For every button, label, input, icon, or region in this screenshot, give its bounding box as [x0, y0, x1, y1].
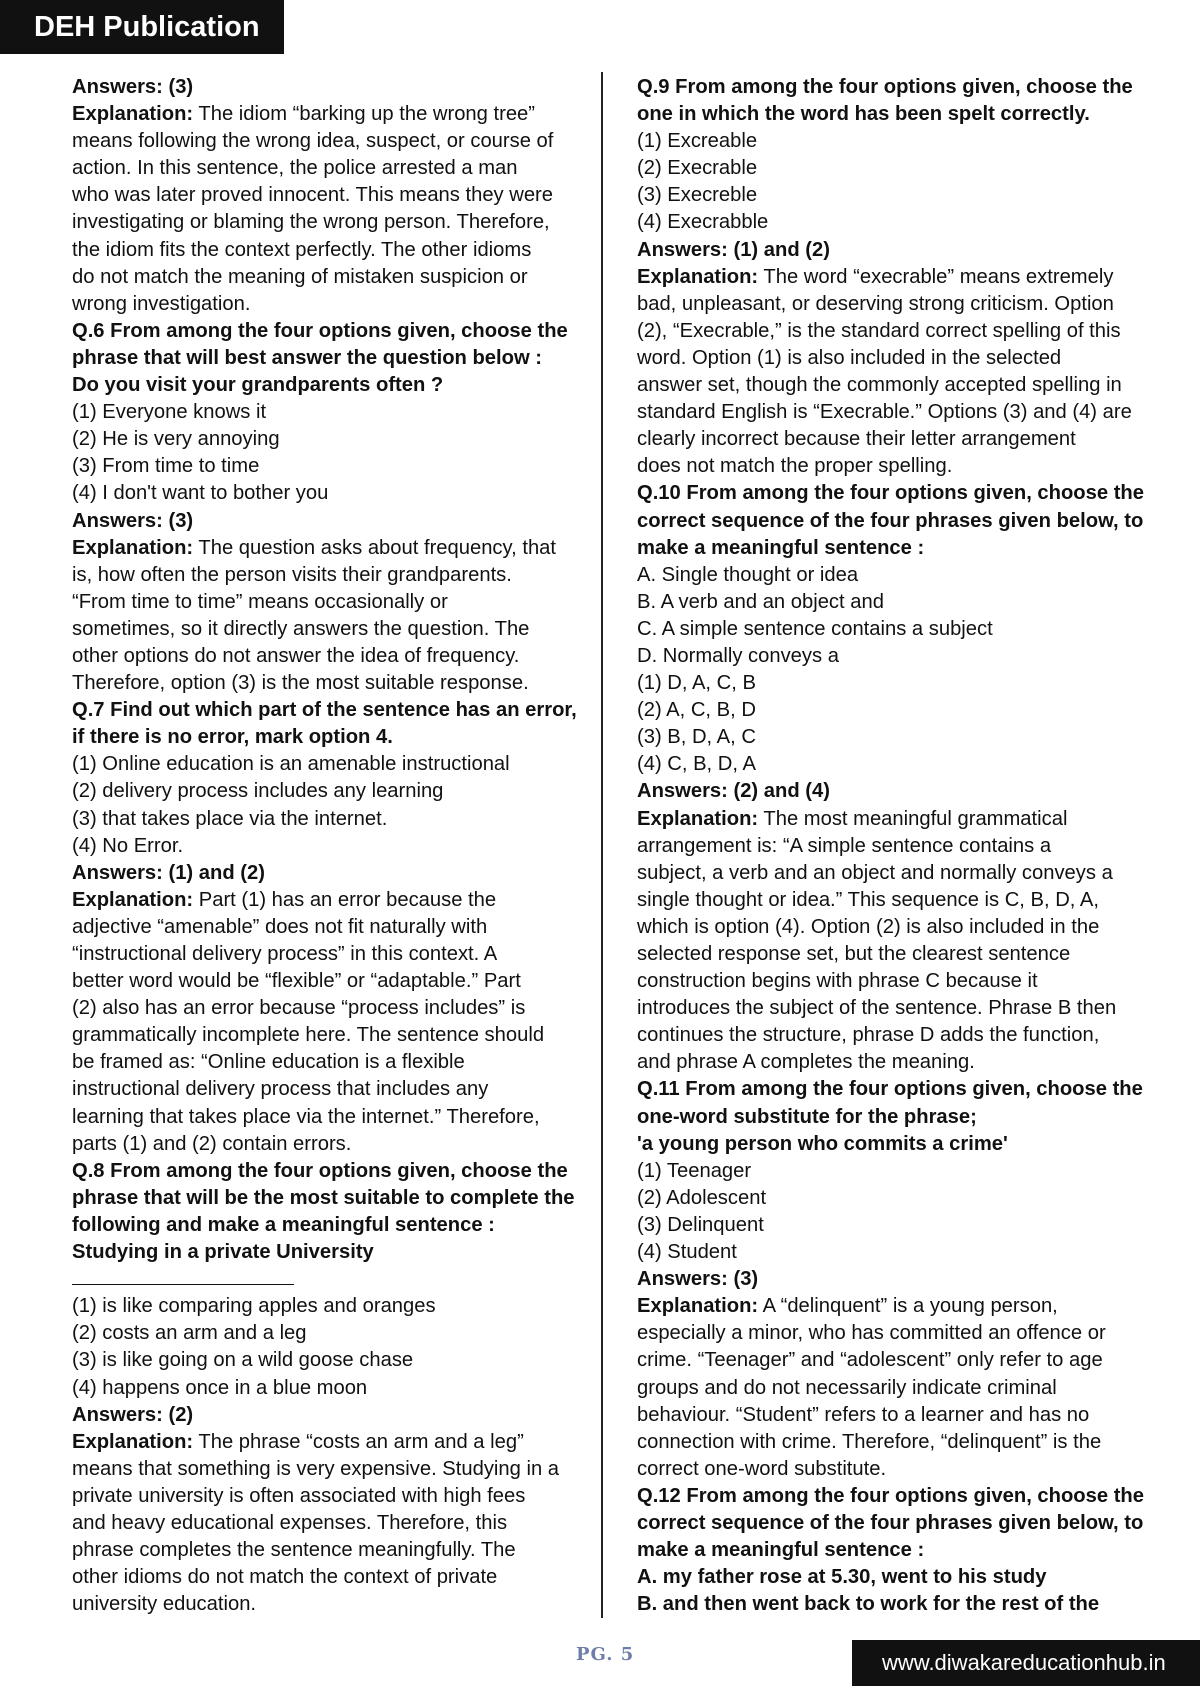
body-text: adjective “amenable” does not fit naturally with [72, 915, 488, 938]
text-line [637, 778, 1127, 805]
text-line [72, 806, 562, 833]
text-line [637, 887, 1127, 914]
text-line [637, 101, 1127, 128]
text-line [72, 1185, 575, 1212]
body-text: parts (1) and (2) contain errors. [72, 1132, 352, 1155]
text-line [72, 670, 562, 697]
body-text: crime. “Teenager” and “adolescent” only refer to age [637, 1349, 1103, 1372]
body-text: (2) He is very annoying [72, 428, 280, 451]
body-text: other idioms do not match the context of private [72, 1566, 498, 1589]
body-text: answer set, though the commonly accepted spelling in [637, 374, 1122, 397]
body-text: C. A simple sentence contains a subject [637, 617, 993, 640]
text-line [72, 1375, 562, 1402]
text-line [637, 616, 1127, 643]
text-line [72, 508, 562, 535]
text-line [72, 833, 562, 860]
bold-text: Studying in a private University [72, 1241, 374, 1264]
body-text: be framed as: “Online education is a flexible [72, 1051, 465, 1074]
body-text: other options do not answer the idea of frequency. [72, 644, 520, 667]
website-footer[interactable]: www.diwakareducationhub.in [852, 1640, 1200, 1686]
left-column [72, 74, 577, 1618]
text-line [637, 1185, 1127, 1212]
body-text: do not match the meaning of mistaken suspicion or [72, 265, 528, 288]
text-line [72, 318, 568, 345]
text-line [72, 345, 562, 372]
page-number: PG. 5 [576, 1644, 635, 1665]
text-line [72, 1131, 562, 1158]
body-text: B. A verb and an object and [637, 590, 884, 613]
text-line [637, 1320, 1127, 1347]
body-text: Part (1) has an error because the [193, 888, 497, 911]
text-line [72, 941, 562, 968]
text-line [637, 453, 1127, 480]
text-line [637, 1022, 1127, 1049]
text-line [637, 508, 1144, 535]
body-text: (2) Execrable [637, 157, 758, 180]
text-line [72, 1239, 562, 1266]
text-line [72, 914, 562, 941]
publication-header: DEH Publication [0, 0, 284, 54]
text-line [637, 1158, 1127, 1185]
text-line [637, 318, 1127, 345]
body-text: arrangement is: “A simple sentence contains a [637, 834, 1052, 857]
body-text: (1) is like comparing apples and oranges [72, 1295, 436, 1318]
body-text: Therefore, option (3) is the most suitable response. [72, 672, 529, 695]
bold-text: Answers: (3) [72, 76, 194, 98]
text-line [72, 1510, 562, 1537]
body-text: means following the wrong idea, suspect, or course of [72, 130, 554, 153]
bold-text: Explanation: [72, 103, 194, 126]
bold-text: make a meaningful sentence : [637, 1539, 925, 1562]
body-text: groups and do not necessarily indicate criminal [637, 1376, 1057, 1399]
body-text: (2) A, C, B, D [637, 699, 756, 722]
text-line [72, 237, 562, 264]
body-text: single thought or idea.” This sequence is C, B, D, A, [637, 888, 1099, 911]
bold-text: A. my father rose at 5.30, went to his study [637, 1566, 1047, 1589]
text-line [72, 643, 562, 670]
body-text: (4) I don't want to bother you [72, 482, 329, 505]
bold-text: one-word substitute for the phrase; [637, 1105, 977, 1128]
text-line [637, 562, 1127, 589]
right-column [637, 74, 1144, 1618]
text-line [637, 1402, 1127, 1429]
text-line [637, 860, 1127, 887]
bold-text: Explanation: [72, 888, 194, 911]
bold-text: Explanation: [637, 1295, 759, 1318]
text-line [72, 1537, 562, 1564]
body-text: university education. [72, 1593, 257, 1616]
body-text: better word would be “flexible” or “adaptable.” Part [72, 970, 521, 993]
bold-text: one in which the word has been spelt correctly. [637, 103, 1090, 126]
body-text: action. In this sentence, the police arrested a man [72, 157, 518, 180]
text-line [72, 426, 562, 453]
body-text: (2) costs an arm and a leg [72, 1322, 307, 1345]
text-line [72, 968, 562, 995]
body-text: construction begins with phrase C because it [637, 970, 1038, 993]
bold-text: correct sequence of the four phrases given below, to [637, 509, 1144, 532]
bold-text: Q.6 From among the four options given, choose the [72, 319, 568, 342]
body-text: continues the structure, phrase D adds the function, [637, 1024, 1100, 1047]
bold-text: Q.9 From among the four options given, choose the [637, 76, 1133, 98]
text-line [637, 1131, 1127, 1158]
bold-text: make a meaningful sentence : [637, 536, 925, 559]
body-text: (3) is like going on a wild goose chase [72, 1349, 414, 1372]
text-line [72, 1293, 562, 1320]
bold-text: Q.8 From among the four options given, choose the [72, 1159, 568, 1182]
text-line [637, 182, 1127, 209]
body-text: (4) Execrabble [637, 211, 769, 234]
body-text: which is option (4). Option (2) is also included in the [637, 915, 1100, 938]
body-text: correct one-word substitute. [637, 1457, 887, 1480]
body-text: sometimes, so it directly answers the question. The [72, 617, 530, 640]
text-line [637, 1076, 1143, 1103]
text-line [637, 833, 1127, 860]
body-text: “instructional delivery process” in this context. A [72, 943, 498, 965]
body-text: The question asks about frequency, that [193, 536, 557, 559]
body-text: and phrase A completes the meaning. [637, 1051, 975, 1074]
text-line [72, 697, 577, 724]
body-text: A “delinquent” is a young person, [758, 1295, 1058, 1318]
text-line [637, 155, 1127, 182]
bold-text: Answers: (3) [72, 509, 194, 532]
text-line [637, 1375, 1127, 1402]
text-line [637, 1510, 1144, 1537]
body-text: (4) happens once in a blue moon [72, 1376, 368, 1399]
body-text: introduces the subject of the sentence. Phrase B then [637, 997, 1117, 1020]
body-text: bad, unpleasant, or deserving strong criticism. Option [637, 292, 1114, 315]
body-text: (3) that takes place via the internet. [72, 807, 388, 830]
body-text: does not match the proper spelling. [637, 455, 953, 478]
text-line [72, 209, 562, 236]
body-text: The phrase “costs an arm and a leg” [193, 1430, 524, 1453]
fill-in-blank [72, 1266, 294, 1285]
body-text: A. Single thought or idea [637, 563, 859, 586]
body-text: (2), “Execrable,” is the standard correct spelling of this [637, 319, 1121, 342]
body-text: (1) Online education is an amenable instructional [72, 753, 510, 776]
text-line [637, 1212, 1127, 1239]
text-line [637, 1293, 1127, 1320]
text-line [637, 399, 1132, 426]
body-text: (3) From time to time [72, 455, 260, 478]
text-line [72, 1076, 562, 1103]
text-line [637, 1591, 1127, 1618]
bold-text: Answers: (1) and (2) [72, 861, 265, 884]
text-line [637, 74, 1133, 101]
body-text: subject, a verb and an object and normally conveys a [637, 861, 1113, 884]
text-line [637, 291, 1127, 318]
text-line [637, 209, 1127, 236]
body-text: private university is often associated with high fees [72, 1484, 526, 1507]
text-line [72, 74, 562, 101]
bold-text: phrase that will be the most suitable to complete the [72, 1186, 575, 1209]
body-text: (4) C, B, D, A [637, 753, 756, 776]
text-line [637, 372, 1127, 399]
text-line [637, 1483, 1144, 1510]
text-line [72, 724, 562, 751]
text-line [637, 697, 1127, 724]
body-text: “From time to time” means occasionally or [72, 590, 448, 613]
text-line [637, 941, 1127, 968]
body-text: the idiom fits the context perfectly. The other idioms [72, 238, 532, 261]
text-line [72, 1483, 562, 1510]
text-line [72, 1104, 562, 1131]
text-line [637, 751, 1127, 778]
body-text: grammatically incomplete here. The sentence should [72, 1024, 545, 1047]
text-line [637, 643, 1127, 670]
bold-text: Q.10 From among the four options given, choose the [637, 482, 1144, 505]
text-line [72, 751, 562, 778]
text-line [637, 480, 1144, 507]
body-text: (4) No Error. [72, 834, 184, 857]
text-line [72, 1456, 562, 1483]
text-line [72, 562, 562, 589]
bold-text: 'a young person who commits a crime' [637, 1132, 1008, 1155]
text-line [72, 101, 562, 128]
body-text: phrase completes the sentence meaningfully. The [72, 1539, 516, 1562]
bold-text: Answers: (1) and (2) [637, 238, 830, 261]
bold-text: Explanation: [637, 265, 759, 288]
bold-text: Q.11 From among the four options given, choose the [637, 1078, 1143, 1101]
text-line [72, 1320, 562, 1347]
body-text: (2) delivery process includes any learning [72, 780, 444, 803]
body-text: is, how often the person visits their grandparents. [72, 563, 512, 586]
text-line [637, 535, 1127, 562]
bold-text: B. and then went back to work for the rest of the [637, 1593, 1100, 1616]
text-line [637, 1239, 1127, 1266]
text-line [72, 1564, 562, 1591]
text-line [72, 1266, 562, 1293]
bold-text: Explanation: [72, 1430, 194, 1453]
text-line [637, 264, 1127, 291]
body-text: (1) D, A, C, B [637, 672, 756, 695]
bold-text: correct sequence of the four phrases given below, to [637, 1511, 1144, 1534]
body-text: (1) Everyone knows it [72, 401, 267, 424]
bold-text: Answers: (3) [637, 1268, 759, 1291]
bold-text: Q.12 From among the four options given, choose the [637, 1484, 1144, 1507]
body-text: The idiom “barking up the wrong tree” [193, 103, 536, 126]
body-text: standard English is “Execrable.” Options (3) and (4) are [637, 401, 1132, 424]
text-line [637, 1537, 1127, 1564]
text-line [637, 1104, 1127, 1131]
bold-text: Do you visit your grandparents often ? [72, 374, 444, 397]
body-text: (2) Adolescent [637, 1186, 767, 1209]
text-line [72, 1429, 562, 1456]
body-text: (4) Student [637, 1241, 737, 1264]
text-line [637, 426, 1127, 453]
text-line [72, 589, 562, 616]
body-text: (3) Delinquent [637, 1213, 764, 1236]
text-line [637, 968, 1127, 995]
bold-text: if there is no error, mark option 4. [72, 726, 393, 749]
body-text: behaviour. “Student” refers to a learner and has no [637, 1403, 1090, 1426]
body-text: instructional delivery process that includes any [72, 1078, 489, 1101]
text-line [637, 724, 1127, 751]
text-line [72, 1022, 562, 1049]
body-text: clearly incorrect because their letter arrangement [637, 428, 1076, 451]
text-line [72, 372, 562, 399]
text-line [72, 399, 562, 426]
text-line [72, 616, 562, 643]
body-text: especially a minor, who has committed an offence or [637, 1322, 1106, 1345]
text-line [637, 1429, 1127, 1456]
body-text: means that something is very expensive. Studying in a [72, 1457, 560, 1480]
body-text: (3) B, D, A, C [637, 726, 756, 749]
body-text: connection with crime. Therefore, “delinquent” is the [637, 1430, 1102, 1453]
text-line [637, 1564, 1127, 1591]
bold-text: phrase that will best answer the question below : [72, 346, 543, 369]
text-line [72, 1158, 568, 1185]
text-line [637, 128, 1127, 155]
bold-text: Explanation: [72, 536, 194, 559]
text-line [637, 345, 1127, 372]
bold-text: Answers: (2) and (4) [637, 780, 830, 803]
body-text: learning that takes place via the internet.” Therefore, [72, 1105, 540, 1128]
text-line [637, 995, 1127, 1022]
body-text: who was later proved innocent. This means they were [72, 184, 554, 207]
text-line [72, 480, 562, 507]
text-line [637, 237, 1127, 264]
text-line [72, 291, 562, 318]
body-text: selected response set, but the clearest sentence [637, 943, 1071, 965]
text-line [72, 1212, 562, 1239]
body-text: and heavy educational expenses. Therefore, this [72, 1511, 508, 1534]
text-line [72, 1347, 562, 1374]
bold-text: Answers: (2) [72, 1403, 194, 1426]
text-line [637, 1347, 1127, 1374]
text-line [72, 128, 562, 155]
text-line [637, 914, 1127, 941]
text-line [72, 453, 562, 480]
body-text: (1) Excreable [637, 130, 758, 153]
body-text: (1) Teenager [637, 1159, 752, 1182]
text-line [72, 860, 562, 887]
bold-text: Q.7 Find out which part of the sentence has an error, [72, 699, 577, 722]
text-line [72, 264, 562, 291]
text-line [72, 1049, 562, 1076]
bold-text: Explanation: [637, 807, 759, 830]
text-line [72, 155, 562, 182]
bold-text: following and make a meaningful sentence : [72, 1213, 495, 1236]
column-divider [601, 72, 603, 1618]
body-text: The most meaningful grammatical [758, 807, 1068, 830]
text-line [72, 1402, 562, 1429]
text-line [72, 778, 562, 805]
body-text: wrong investigation. [72, 292, 251, 315]
body-text: (2) also has an error because “process includes” is [72, 997, 526, 1020]
text-line [637, 1049, 1127, 1076]
body-text: The word “execrable” means extremely [758, 265, 1114, 288]
text-line [637, 806, 1127, 833]
text-line [637, 1456, 1127, 1483]
text-line [637, 670, 1127, 697]
text-line [72, 1591, 562, 1618]
text-line [72, 995, 562, 1022]
text-line [637, 1266, 1127, 1293]
text-line [637, 589, 1127, 616]
body-text: D. Normally conveys a [637, 644, 839, 667]
body-text: (3) Execreble [637, 184, 758, 207]
body-text: word. Option (1) is also included in the selected [637, 346, 1062, 369]
text-line [72, 887, 562, 914]
text-line [72, 182, 562, 209]
text-line [72, 535, 562, 562]
body-text: investigating or blaming the wrong person. Therefore, [72, 211, 550, 234]
